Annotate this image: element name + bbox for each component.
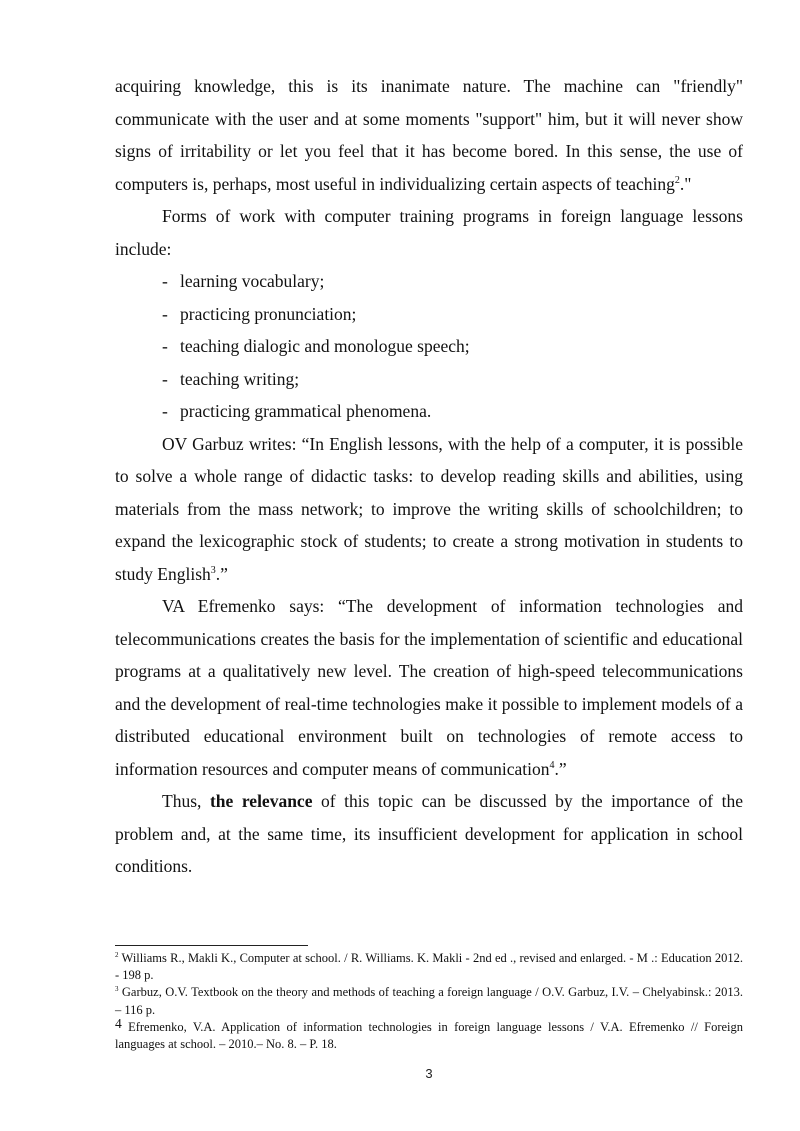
footnote-mark: 4 (115, 1015, 122, 1031)
list-dash: - (162, 401, 168, 421)
paragraph-4: VA Efremenko says: “The development of information technologies and telecommunications creates the basis for the implementation of scientific and educational programs at a qualitatively new level. The creation of high-speed telecommunications and the development of real-time technologies make it possible to implement models of a distributed educational environment built on technologies of remote access to information resources and computer means of communication$^4$.” (115, 596, 743, 779)
list-item: - practicing grammatical phenomena. (115, 395, 743, 428)
forms-of-work-list (115, 265, 743, 428)
footnote-ref-2: 2 (674, 174, 680, 186)
body-text (115, 70, 743, 883)
footnote-ref-3: 3 (210, 564, 216, 576)
list-dash: - (162, 336, 168, 356)
footnote-ref-4: 4 (549, 759, 555, 771)
footnote-mark: 3 (115, 985, 119, 994)
list-dash: - (162, 303, 168, 324)
list-dash: - (162, 368, 168, 389)
footnote-4: $^4$ Efremenko, V.A. Application of information technologies in foreign language lessons / V.A. Efremenko // Foreign languages at school. – 2010.– No. 8. – P. 18. (115, 1015, 743, 1052)
list-item: - practicing pronunciation; (115, 298, 743, 331)
paragraph-5: Thus, the relevance of this topic can be discussed by the importance of the problem and, at the same time, its insufficient development for application in school conditions. (115, 791, 743, 876)
list-item: - teaching dialogic and monologue speech; (115, 330, 743, 363)
list-item: - learning vocabulary; (115, 265, 743, 298)
page-number: 3 (425, 1066, 433, 1081)
footnote-mark: 2 (115, 951, 119, 959)
list-item: - teaching writing; (115, 363, 743, 396)
footnote-separator (115, 945, 308, 946)
paragraph-1: acquiring knowledge, this is its inanimate nature. The machine can "friendly" communicate with the user and at some moments "support" him, but it will never show signs of irritability or let you feel that it has become bored. In this sense, the use of computers is, perhaps, most useful in individualizing certain aspects of teaching$^2$." (115, 76, 743, 194)
list-dash: - (162, 271, 168, 291)
paragraph-2: Forms of work with computer training programs in foreign language lessons include: (115, 206, 743, 259)
footnotes (115, 950, 743, 1053)
relevance-emphasis: the relevance (209, 791, 313, 811)
paragraph-3: OV Garbuz writes: “In English lessons, with the help of a computer, it is possible to solve a whole range of didactic tasks: to develop reading skills and abilities, using materials from the mass network; to improve the writing skills of schoolchildren; to expand the lexicographic stock of students; to create a strong motivation in students to study English$^3$.” (115, 433, 743, 584)
footnote-2: $^2$ Williams R., Makli K., Computer at school. / R. Williams. K. Makli - 2nd ed ., revised and enlarged. - M .: Education 2012. - 198 p. (115, 951, 743, 983)
footnote-3: $^3$ Garbuz, O.V. Textbook on the theory and methods of teaching a foreign language / O.V. Garbuz, I.V. – Chelyabinsk.: 2013. – 116 p. (115, 985, 743, 1017)
